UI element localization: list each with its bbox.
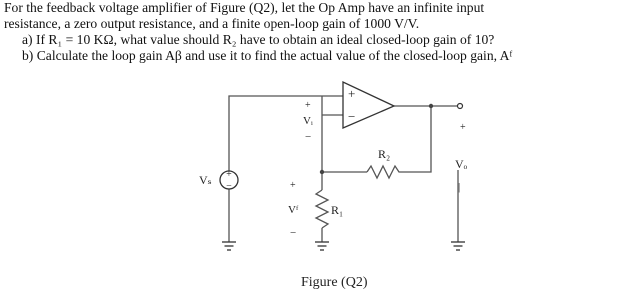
vf-minus-label: − bbox=[290, 227, 297, 239]
resistor-r1-symbol bbox=[316, 190, 328, 228]
problem-line-2: resistance, a zero output resistance, and a finite open-loop gain of 1000 V/V. bbox=[4, 16, 420, 31]
resistor-r2-label: R₂ bbox=[378, 147, 391, 161]
resistor-r1-label: R₁ bbox=[331, 203, 344, 217]
junction-node-output bbox=[429, 104, 433, 108]
ground-symbol-output bbox=[451, 242, 465, 250]
figure-caption: Figure (Q2) bbox=[301, 275, 368, 290]
source-voltage-label: Vₛ bbox=[199, 173, 212, 187]
op-amp-plus-label: + bbox=[348, 86, 356, 101]
junction-node-feedback bbox=[320, 170, 324, 174]
op-amp-minus-label: − bbox=[348, 109, 356, 124]
vf-plus-label: + bbox=[290, 180, 296, 191]
resistor-r2-symbol bbox=[367, 166, 403, 178]
vo-minus-label: | bbox=[458, 181, 461, 193]
vi-minus-label: − bbox=[305, 131, 312, 143]
problem-line-1: For the feedback voltage amplifier of Figure (Q2), let the Op Amp have an infinite input bbox=[4, 0, 485, 15]
question-part-a: a) If R₁ = 10 KΩ, what value should R₂ have to obtain an ideal closed-loop gain of 10? bbox=[22, 32, 495, 47]
vo-plus-label: + bbox=[460, 122, 466, 133]
voltage-source-minus: − bbox=[226, 181, 232, 192]
question-part-b: b) Calculate the loop gain Aβ and use it to find the actual value of the closed-loop gain, Aᶠ bbox=[22, 48, 513, 63]
output-terminal bbox=[458, 104, 463, 109]
vi-label: Vᵢ bbox=[303, 115, 313, 127]
ground-symbol-r1 bbox=[315, 242, 329, 250]
ground-symbol-source bbox=[222, 242, 236, 250]
voltage-source-plus: + bbox=[226, 169, 232, 180]
vo-label: Vₒ bbox=[455, 157, 468, 171]
vf-label: Vᶠ bbox=[288, 204, 299, 216]
vi-plus-label: + bbox=[305, 100, 311, 111]
